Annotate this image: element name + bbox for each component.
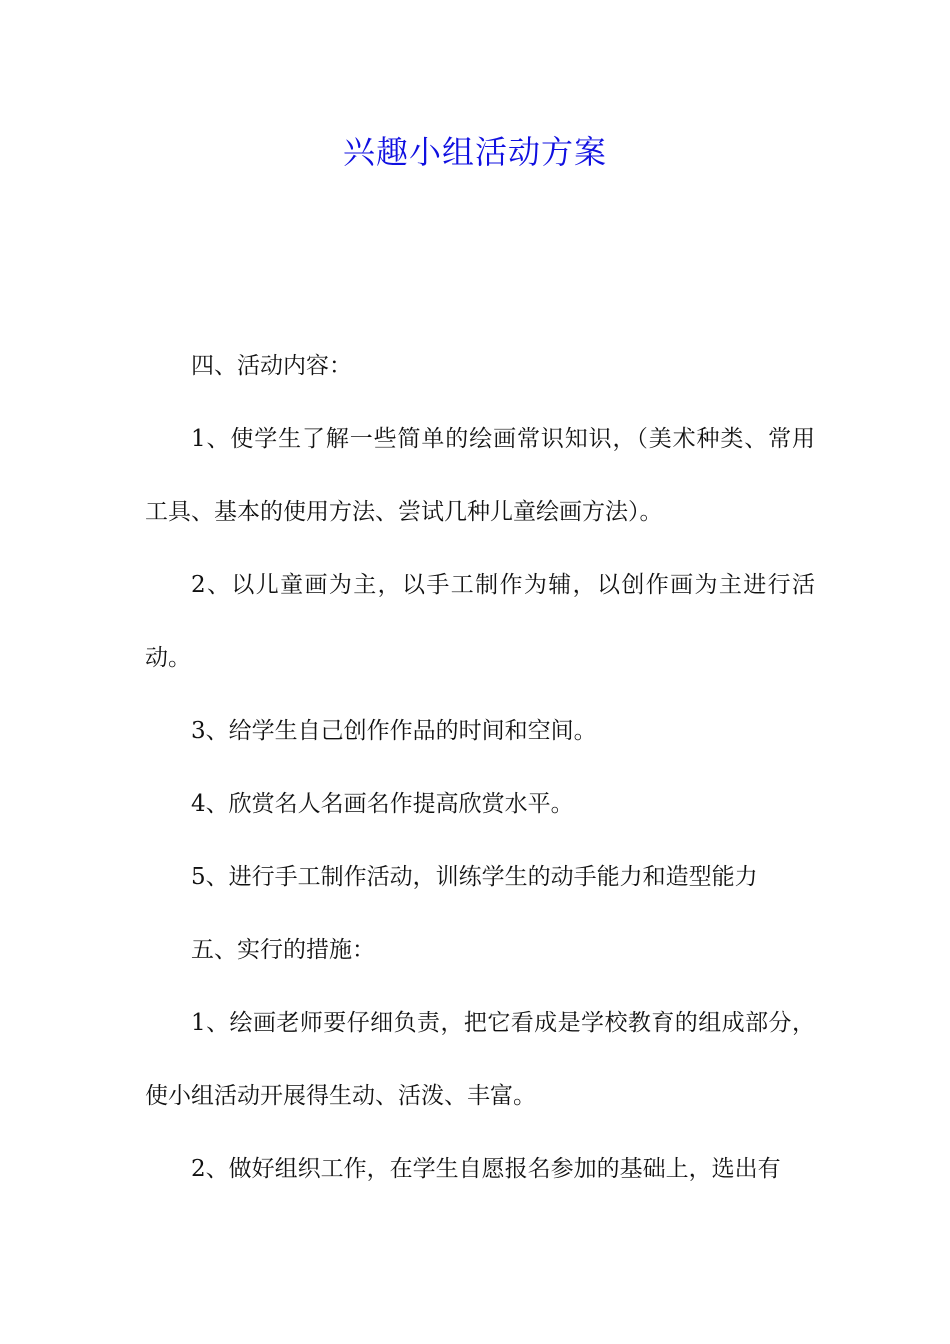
paragraph-measure-1: 1、绘画老师要仔细负责，把它看成是学校教育的组成部分，使小组活动开展得生动、活泼、丰富。 bbox=[145, 1010, 815, 1109]
paragraph-section-4-heading: 四、活动内容： bbox=[191, 353, 352, 379]
paragraph-section-5-heading: 五、实行的措施： bbox=[191, 937, 375, 963]
paragraph-measure-2: 2、做好组织工作，在学生自愿报名参加的基础上，选出有 bbox=[191, 1156, 781, 1182]
document-body bbox=[145, 330, 815, 1206]
document-title: 兴趣小组活动方案 bbox=[342, 133, 607, 171]
paragraph-item-3: 3、给学生自己创作作品的时间和空间。 bbox=[191, 718, 597, 744]
paragraph-item-2: 2、以儿童画为主，以手工制作为辅，以创作画为主进行活动。 bbox=[145, 572, 815, 671]
paragraph-item-5: 5、进行手工制作活动，训练学生的动手能力和造型能力 bbox=[191, 864, 758, 890]
paragraph-item-4: 4、欣赏名人名画名作提高欣赏水平。 bbox=[191, 791, 574, 817]
paragraph-item-1: 1、使学生了解一些简单的绘画常识知识，（美术种类、常用工具、基本的使用方法、尝试几种儿童绘画方法）。 bbox=[145, 426, 815, 525]
